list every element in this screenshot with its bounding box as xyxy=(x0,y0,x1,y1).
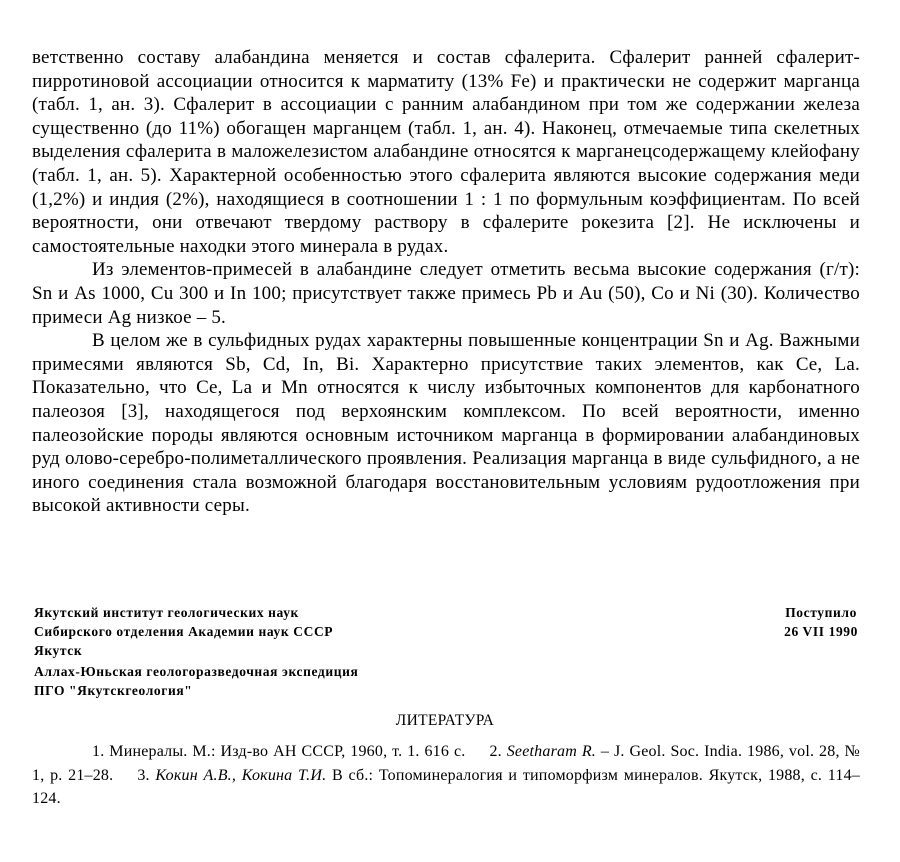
reference-3-author: Кокин А.В., Кокина Т.И. xyxy=(155,766,327,784)
received-block xyxy=(784,603,858,641)
paragraph-3: В целом же в сульфидных рудах характерны повышенные концентрации Sn и Ag. Важными примесями являются Sb, Cd, In, Bi. Характерно присутствие таких элементов, как Ce, La. Показательно, что Ce, La и Mn относятся к числу избыточных компонентов для карбонатного палеозоя [3], находящегося под верхоянским комплексом. По всей вероятности, именно палеозойские породы являются основным источником марганца в формировании алабандиновых руд олово-серебро-полиметаллического проявления. Реализация марганца в виде сульфидного, а не иного соединения стала возможной благодаря восстановительным условиям рудоотложения при высокой активности серы. xyxy=(32,330,860,517)
affiliation-line-3: Якутск xyxy=(34,643,83,658)
reference-2-source: – J. Geol. Soc. India. 1986, vol. 28, № 1, p. 21–28. xyxy=(32,743,860,784)
received-label: Поступило xyxy=(785,605,857,620)
references-heading: ЛИТЕРАТУРА xyxy=(395,712,495,729)
paragraph-2: Из элементов-примесей в алабандине следует отметить весьма высокие содержания (г/т): Sn и As 1000, Cu 300 и In 100; присутствует также примесь Pb и Au (50), Co и Ni (30). Количество примеси Ag низкое – 5. xyxy=(32,259,860,328)
reference-2-number: 2. xyxy=(489,743,502,760)
affiliation-line-1: Якутский институт геологических наук xyxy=(34,605,299,620)
references-list xyxy=(32,740,860,811)
received-date: 26 VII 1990 xyxy=(784,624,858,639)
reference-2-author: Seetharam R. xyxy=(506,743,597,760)
reference-1: 1. Минералы. М.: Изд-во АН СССР, 1960, т. 1. 616 с. xyxy=(92,743,466,760)
affiliation-line-5: ПГО "Якутскгеология" xyxy=(34,683,193,698)
affiliation-line-2: Сибирского отделения Академии наук СССР xyxy=(34,624,334,639)
affiliation-line-4: Аллах-Юньская геологоразведочная экспедиция xyxy=(34,664,359,679)
references-paragraph xyxy=(32,740,860,811)
paragraph-1: ветственно составу алабандина меняется и состав сфалерита. Сфалерит ранней сфалерит-пирротиновой ассоциации относится к марматиту (13% Fe) и практически не содержит марганца (табл. 1, ан. 3). Сфалерит в ассоциации с ранним алабандином при том же содержании железа существенно (до 11%) обогащен марганцем (табл. 1, ан. 4). Наконец, отмечаемые типа скелетных выделения сфалерита в маложелезистом алабандине относятся к марганецсодержащему клейофану (табл. 1, ан. 5). Характерной особенностью этого сфалерита являются высокие содержания меди (1,2%) и индия (2%), находящиеся в соотношении 1 : 1 по формульным коэффициентам. По всей вероятности, они отвечают твердому раствору в сфалерите рокезита [2]. Не исключены и самостоятельные находки этого минерала в рудах. xyxy=(32,47,860,257)
body-text xyxy=(32,46,860,518)
reference-3-source: В сб.: Топоминералогия и типоморфизм минералов. Якутск, 1988, с. 114–124. xyxy=(32,766,860,807)
affiliation-block xyxy=(34,603,358,700)
reference-3-number: 3. xyxy=(137,766,150,784)
